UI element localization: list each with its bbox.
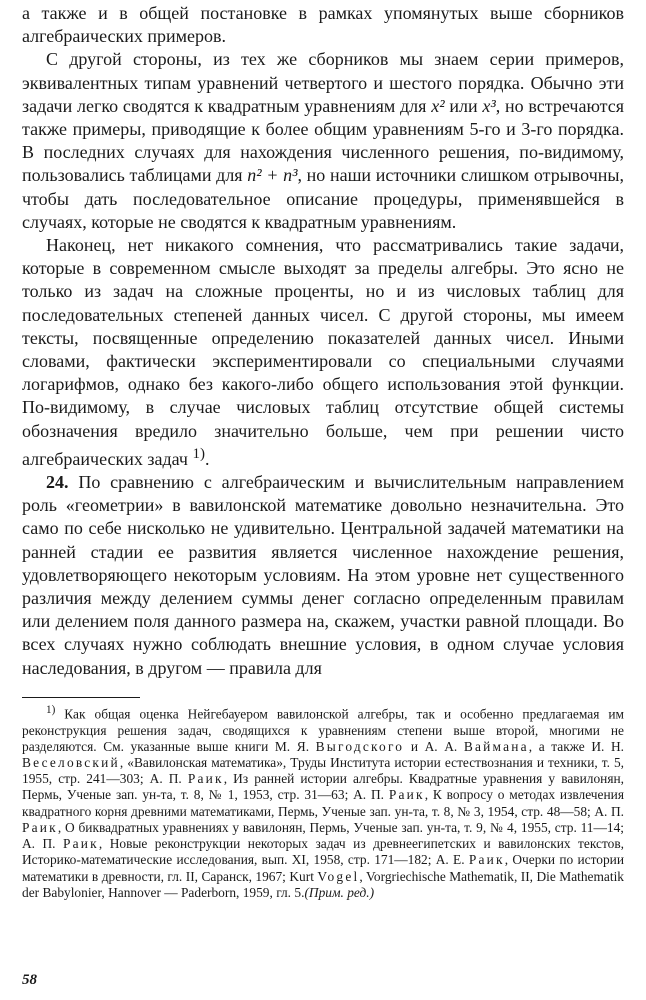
paragraph-beyond-algebra: Наконец, нет никакого сомнения, что рассматривались такие задачи, которые в современном смысле выходят за пределы алгебры. Это ясно не только из задач на сложные проценты, но и из числовых таблиц для последовательных степеней данных чисел. С другой стороны, мы имеем тексты, посвященные определению показателей данных чисел. Иными словами, фактически экспериментировали со специальными случаями логарифмов, однако без какого-либо общего использования этой функции. По-видимому, в случае числовых таблиц отсутствие общей системы обозначения вредило значительно больше, чем при решении чисто алгебраических задач $^{1)}$. <box>22 235 624 469</box>
footnote <box>22 702 624 901</box>
math-x-cubed: x³ <box>482 95 496 116</box>
section-number: 24. <box>46 472 69 493</box>
main-text <box>22 2 624 680</box>
text-span: , О биквадратных уравнениях у вавилонян, Пермь, Ученые зап. ун-та, т. 9, № 4, 1955, стр. 11—14; А. П. <box>22 819 624 852</box>
text-span: С другой стороны, из тех же сборников мы знаем серии примеров, эквивалентных типам уравнений четвертого и шестого порядка. Обычно эти задачи легко сводятся к квадратным уравнениям для <box>22 49 624 116</box>
text-span: , а также И. Н. <box>528 738 625 754</box>
page-number: 58 <box>22 972 37 988</box>
author-name: Веселовский <box>22 755 120 771</box>
author-name: Раик <box>63 836 99 852</box>
text-span: Наконец, нет никакого сомнения, что рассматривались такие задачи, которые в современном смысле выходят за пределы алгебры. Это ясно не только из задач на сложные проценты, но и из числовых таблиц для последовательных степеней данных чисел. С другой стороны, мы имеем тексты, посвященные определению показателей данных чисел. Иными словами, фактически экспериментировали со специальными случаями логарифмов, однако без какого-либо общего использования этой функции. По-видимому, в случае числовых таблиц отсутствие общей системы обозначения вредило значительно больше, чем при решении чисто алгебраических задач <box>22 235 624 469</box>
author-name: Раик <box>468 852 505 868</box>
paragraph-continuation: а также и в общей постановке в рамках упомянутых выше сборников алгебраических примеров. <box>22 3 624 47</box>
footnote-reference: 1) <box>192 445 205 462</box>
author-name: Раик <box>388 787 425 803</box>
author-name: Ваймана <box>463 738 529 754</box>
math-n-squared-plus-n-cubed: n² + n³ <box>247 165 298 186</box>
text-span: По сравнению с алгебраическим и вычислительным направлением роль «геометрии» в вавилонской математике довольно незначительна. Это само по себе нисколько не удивительно. Центральной задачей математики на ранней стадии ее развития является численное нахождение решения, удовлетворяющего некоторым условиям. На этом уровне нет существенного различия между делением суммы денег согласно определенным правилам или делением поля данного размера на, скажем, участки равной площади. Во всех случаях нужно соблюдать внешние условия, в одном случае условия наследования, в другом — правила для <box>22 472 624 678</box>
footnote-marker: 1) <box>46 704 56 716</box>
author-name: Выгодского <box>315 738 405 754</box>
paragraph-equations <box>22 48 624 234</box>
text-span: , Из ранней истории алгебры. Квадратные уравнения у вавилонян, Пермь, Ученые зап. ун-та, т. 8, № 1, 1953, стр. 31—63; А. П. <box>22 771 624 803</box>
text-span: , но встречаются также примеры, приводящие к более общим уравнениям 5-го и 3-го порядка. В последних случаях для нахождения численного решения, по-видимому, пользовались таблицами для <box>22 95 625 186</box>
footnote-text <box>22 702 624 901</box>
math-x-squared: x² <box>431 95 445 116</box>
paragraph-geometry <box>22 471 624 680</box>
text-span: , К вопросу о методах извлечения квадратного корня древними математиками, Пермь, Ученые зап. ун-та, т. 8, № 3, 1954, стр. 48—58; А. П. <box>22 787 624 819</box>
author-name: Раик <box>187 771 224 787</box>
text-span: , Очерки по истории математики в древности, гл. II, Саранск, 1967; Kurt <box>22 852 624 884</box>
editor-note: (Прим. ред.) <box>304 884 375 900</box>
author-name: Vogel <box>317 868 360 884</box>
text-span: или <box>444 95 483 116</box>
text-span: , но наши источники слишком отрывочны, чтобы дать последовательное описание процедуры, применявшейся в случаях, которые не сводятся к квадратным уравнениям. <box>22 165 624 232</box>
text-span: , Новые реконструкции некоторых задач из древнеегипетских и вавилонских текстов, Историко-математические исследования, вып. XI, 1958, стр. 171—182; А. Е. <box>22 836 624 868</box>
text-span: Как общая оценка Нейгебауером вавилонской алгебры, так и особенно предлагаемая им реконструкция решения задач, сводящихся к уравнениям степени выше второй, многими не разделяются. См. указанные выше книги М. Я. <box>22 706 624 754</box>
author-name: Раик <box>22 819 58 835</box>
footnote-divider <box>22 697 140 698</box>
text-span: , «Вавилонская математика», Труды Института истории естествознания и техники, т. 5, 1955, стр. 241—303; А. П. <box>22 755 624 787</box>
text-span: , Vorgriechische Mathematik, II, Die Mathematik der Babylonier, Hannover — Paderborn, 1959, гл. 5. <box>22 868 624 900</box>
text-span: и А. А. <box>404 738 464 754</box>
